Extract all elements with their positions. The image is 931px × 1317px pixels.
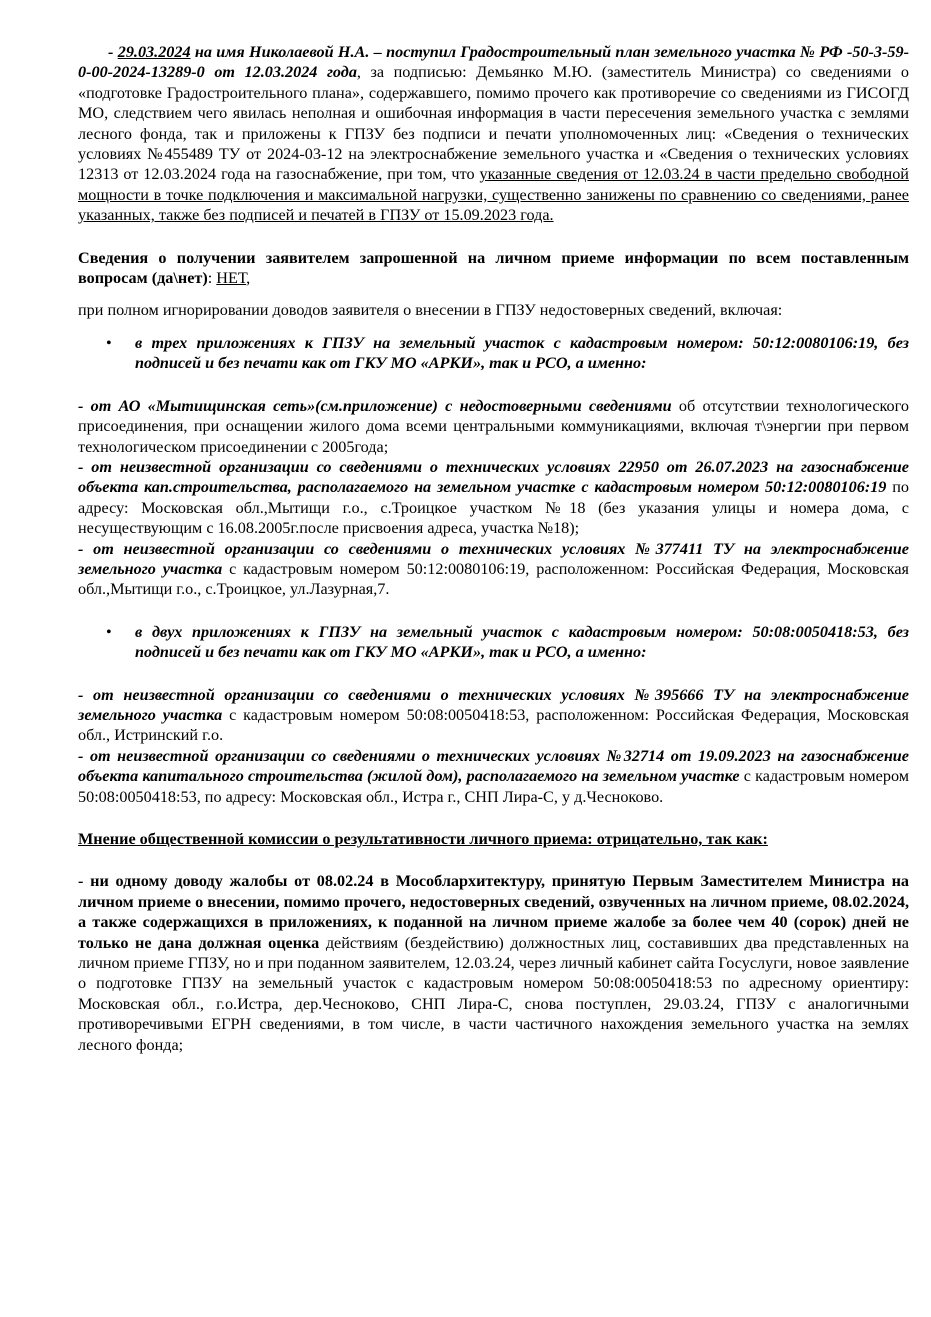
gpzu-underlined-note: указанные сведения от 12.03.24 в части предельно свободной мощности в точке подключения и максимальной нагрузки, существенно занижены по сравнению со сведениями, ранее указанных, также без подписей и печатей в ГПЗУ от 15.09.2023 года.: [78, 165, 909, 225]
bullet-two-attachments: [78, 622, 909, 663]
lead-dash: -: [108, 43, 118, 61]
bullet-three-text: в трех приложениях к ГПЗУ на земельный участок с кадастровым номером: 50:12:0080106:19, без подписей и без печати как от ГКУ МО «АРКИ», так и РСО, а именно:: [135, 333, 909, 373]
received-date: 29.03.2024: [117, 43, 191, 61]
list-item-gas-32714: [78, 746, 909, 807]
paragraph-gpzu-received: [78, 42, 909, 226]
paragraph-final-opinion: [78, 871, 909, 1055]
final-bold-text: - ни одному доводу жалобы от 08.02.24 в Мособлархитектуру, принятую Первым Заместителем Министра на личном приеме о внесении, помимо прочего, недостоверных сведений, озвученных на личном приеме, 08.02.2024, а также содержащихся в приложениях, к поданной на личном приеме жалобе за более чем 40 (сорок) дней не только не дана должная оценка: [78, 872, 909, 952]
gpzu-intro: на имя Николаевой Н.А. – поступил Градостроительный план земельного участка № РФ -50-3-59-0-00-2024-13289-0 от 12.03.2024 года: [78, 43, 909, 82]
list-item-mytishchi-network: [78, 396, 909, 457]
list-item-gas-22950: [78, 457, 909, 539]
bullet-three-attachments: [78, 333, 909, 374]
item-plain-text: об отсутствии технологического присоединения, при оснащении жилого дома всеми центральными коммуникациями, включая т\энергии при первом технологическом присоединении с 2005года;: [78, 396, 909, 456]
item-plain-text: с кадастровым номером 50:08:0050418:53, по адресу: Московская обл., Истра г., СНП Лира-С, у д.Чесноково.: [78, 767, 909, 806]
bullet-two-text: в двух приложениях к ГПЗУ на земельный участок с кадастровым номером: 50:08:0050418:53, без подписей и без печати как от ГКУ МО «АРКИ», так и РСО, а именно:: [135, 622, 909, 662]
paragraph-ignoring: при полном игнорировании доводов заявителя о внесении в ГПЗУ недостоверных сведений, включая:: [78, 301, 783, 320]
info-received-answer: НЕТ: [216, 269, 247, 288]
list-item-power-377411: [78, 539, 909, 600]
info-received-colon: :: [207, 269, 217, 288]
list-item-power-395666: [78, 685, 909, 746]
gpzu-details: , за подписью: Демьянко М.Ю. (заместитель Министра) со сведениями о «подготовке Градостроительного плана», содержавшего, помимо прочего как противоречие со сведениями из ГИСОГД МО, следствием чего явилась неполная и ошибочная информация в части пересечения земельного участка с землями лесного фонда, так и приложены к ГПЗУ без подписи и печати уполномоченных лиц: «Сведения о технических условиях №455489 ТУ от 2024-03-12 на электроснабжение земельного участка и «Сведения о технических условиях 12313 от 12.03.2024 года на газоснабжение, при том, что: [78, 63, 909, 184]
info-received-label: Сведения о получении заявителем запрошенной на личном приеме информации по всем поставленным вопросам (да\нет): [78, 248, 909, 288]
item-bold-text: - от АО «Мытищинская сеть»(см.приложение) с недостоверными сведениями: [78, 396, 672, 415]
item-plain-text: с кадастровым номером 50:12:0080106:19, расположенном: Российская Федерация, Московская обл.,Мытищи г.о., с.Троицкое, ул.Лазурная,7.: [78, 559, 909, 599]
info-received-comma: ,: [246, 269, 251, 288]
item-bold-text: - от неизвестной организации со сведениями о технических условиях 22950 от 26.07.2023 на газоснабжение объекта кап.строительства, располагаемого на земельном участке с кадастровым номером 50:12:0080106:19: [78, 457, 909, 497]
item-bold-text: - от неизвестной организации со сведениями о технических условиях №32714 от 19.09.2023 на газоснабжение объекта капитального строительства (жилой дом), располагаемого на земельном участке: [78, 746, 909, 786]
item-bold-text: - от неизвестной организации со сведениями о технических условиях №377411 ТУ на электроснабжение земельного участка: [78, 539, 909, 578]
bullet-dot-icon: •: [106, 622, 112, 641]
item-plain-text: с кадастровым номером 50:08:0050418:53, расположенном: Российская Федерация, Московская обл., Истринский г.о.: [78, 705, 909, 745]
item-plain-text: по адресу: Московская обл.,Мытищи г.о., с.Троицкое участком №18 (без указания улицы и номера дома, с несуществующим с 16.08.2005г.после присвоения адреса, участка №18);: [78, 478, 910, 538]
paragraph-info-received: [78, 248, 909, 289]
bullet-dot-icon: •: [106, 333, 112, 352]
opinion-heading: Мнение общественной комиссии о результативности личного приема: отрицательно, так как:: [78, 830, 768, 848]
item-bold-text: - от неизвестной организации со сведениями о технических условиях №395666 ТУ на электроснабжение земельного участка: [78, 685, 909, 724]
final-plain-text: действиям (бездействию) должностных лиц, составивших два представленных на личном приеме ГПЗУ, но и при поданном заявителем, 12.03.24, через личный кабинет сайта Госуслуги, новое заявление о подготовке ГПЗУ на земельный участок с кадастровым номером 50:08:0050418:53 по адресному ориентиру: Московская обл., г.о.Истра, дер.Чесноково, СНП Лира-С, снова поступлен, 29.03.24, ГПЗУ с аналогичными противоречивыми ЕГРН сведениями, в том числе, в части частичного нахождения земельного участка на землях лесного фонда;: [78, 933, 909, 1054]
